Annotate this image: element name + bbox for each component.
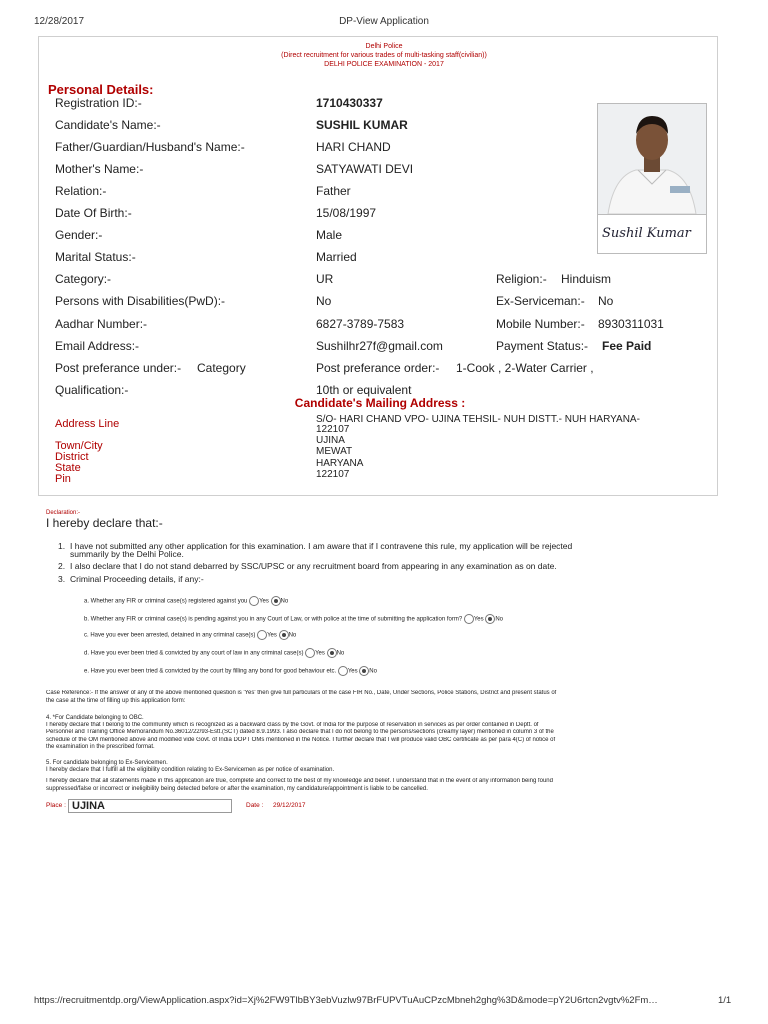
date-label: Date : bbox=[246, 802, 264, 809]
qualification-label: Qualification:- bbox=[55, 383, 129, 397]
dob-value: 15/08/1997 bbox=[316, 206, 377, 220]
post-order-value: 1-Cook , 2-Water Carrier , bbox=[456, 361, 594, 375]
exsm-value: No bbox=[598, 294, 614, 308]
mobile-value: 8930311031 bbox=[598, 317, 664, 331]
post-order-label: Post preferance order:- bbox=[316, 361, 440, 375]
criminal-question-a: a. Whether any FIR or criminal case(s) registered against you Yes No bbox=[84, 596, 288, 606]
criminal-question-e: e. Have you ever been tried & convicted by the court by filling any bond for good behaviour etc. Yes No bbox=[84, 666, 377, 676]
payment-value: Fee Paid bbox=[602, 339, 652, 353]
pin-value: 122107 bbox=[316, 469, 350, 480]
org-name: Delhi Police bbox=[365, 43, 403, 50]
place-field: UJINA bbox=[68, 799, 232, 813]
email-label: Email Address:- bbox=[55, 339, 140, 353]
criminal-question-b: b. Whether any FIR or criminal case(s) is pending against you in any Court of Law, or with police at the time of submitting the application form? Yes No bbox=[84, 614, 503, 624]
qc-yes-radio[interactable] bbox=[257, 630, 267, 640]
registration-label: Registration ID:- bbox=[55, 96, 142, 110]
qa-no-radio[interactable] bbox=[271, 596, 281, 606]
date-value: 29/12/2017 bbox=[273, 802, 306, 809]
father-value: HARI CHAND bbox=[316, 140, 391, 154]
address-line-value: S/O- HARI CHAND VPO- UJINA TEHSIL- NUH DISTT.- NUH HARYANA- bbox=[316, 414, 640, 425]
candidate-photo bbox=[597, 103, 707, 215]
obc-heading: 4. *For Candidate belonging to OBC. bbox=[46, 715, 144, 721]
candidate-signature bbox=[597, 214, 707, 254]
recruitment-title: (Direct recruitment for various trades of multi-tasking staff(civilian)) bbox=[281, 52, 487, 59]
final-declaration-1: I hereby declare that all statements made in this application are true, complete and correct to the best of my knowledge and belief. I understand that in the event of any information being found bbox=[46, 778, 553, 784]
place-label: Place : bbox=[46, 802, 66, 809]
state-label: State bbox=[55, 462, 81, 474]
criminal-question-c: c. Have you ever been arrested, detained in any criminal case(s) Yes No bbox=[84, 630, 296, 640]
category-label: Category:- bbox=[55, 272, 112, 286]
obc-text-3: schedule of the OM mentioned above and modified vide Govt. of India DOPT OMs mentioned in the Notice. I further declare that I will produce valid OBC certificate as per para 4(C) of notice of bbox=[46, 737, 556, 743]
pin-label: Pin bbox=[55, 473, 71, 485]
address-line-label: Address Line bbox=[55, 418, 120, 430]
declaration-intro: I hereby declare that:- bbox=[46, 516, 163, 530]
criminal-question-d: d. Have you ever been tried & convicted by any court of law in any criminal case(s) Yes No bbox=[84, 648, 344, 658]
town-label: Town/City bbox=[55, 440, 103, 452]
religion-label: Religion:- bbox=[496, 272, 547, 286]
declaration-item-2: I also declare that I do not stand debarred by SSC/UPSC or any recruitment board from appearing in any examination as on date. bbox=[70, 561, 557, 571]
marital-value: Married bbox=[316, 250, 357, 264]
district-value: MEWAT bbox=[316, 446, 353, 457]
address-heading: Candidate's Mailing Address : bbox=[294, 396, 466, 410]
address-line-value-2: 122107 bbox=[316, 424, 350, 435]
final-declaration-2: suppressed/false or incorrect or ineligibility being detected before or after the examination, my candidature/appointment is liable to be cancelled. bbox=[46, 786, 428, 792]
religion-value: Hinduism bbox=[561, 272, 612, 286]
signature-text: Sushil Kumar bbox=[602, 226, 691, 241]
qb-yes-radio[interactable] bbox=[464, 614, 474, 624]
qd-no-radio[interactable] bbox=[327, 648, 337, 658]
qc-no-radio[interactable] bbox=[279, 630, 289, 640]
obc-text-1: I hereby declare that I belong to the community which is recognized as a backward class by the Govt. of India for the purpose of reservation in services as per order contained in Deptt. of bbox=[46, 722, 539, 728]
gender-label: Gender:- bbox=[55, 228, 103, 242]
pwd-label: Persons with Disabilities(PwD):- bbox=[55, 294, 226, 308]
father-label: Father/Guardian/Husband's Name:- bbox=[55, 140, 245, 154]
marital-label: Marital Status:- bbox=[55, 250, 136, 264]
district-label: District bbox=[55, 451, 89, 463]
exsm-heading: 5. For candidate belonging to Ex-Servicemen. bbox=[46, 760, 168, 766]
obc-text-2: Personnel and Training Office Memorandum No.36012/22/93-Estt.(SCT) dated 8.9.1993. I also declare that I do not belong to the persons/sections (creamy layer) mentioned in column 3 of the bbox=[46, 729, 554, 735]
state-value: HARYANA bbox=[316, 458, 364, 469]
gender-value: Male bbox=[316, 228, 343, 242]
print-date: 12/28/2017 bbox=[34, 16, 85, 27]
mobile-label: Mobile Number:- bbox=[496, 317, 585, 331]
post-under-value: Category bbox=[197, 361, 246, 375]
obc-text-4: the examination in the prescribed format. bbox=[46, 744, 155, 750]
aadhar-value: 6827-3789-7583 bbox=[316, 317, 405, 331]
relation-label: Relation:- bbox=[55, 184, 107, 198]
name-label: Candidate's Name:- bbox=[55, 118, 161, 132]
page-url[interactable]: https://recruitmentdp.org/ViewApplication.aspx?id=Xj%2FW9TlbBY3ebVuzlw97BrFUPVTuAuCPzcMbneh2ghg%3D&mode=pY2U6rtcn2vgtv%2Fm… bbox=[34, 995, 658, 1006]
email-value: Sushilhr27f@gmail.com bbox=[316, 339, 443, 353]
dob-label: Date Of Birth:- bbox=[55, 206, 132, 220]
qe-yes-radio[interactable] bbox=[338, 666, 348, 676]
mother-value: SATYAWATI DEVI bbox=[316, 162, 414, 176]
mother-label: Mother's Name:- bbox=[55, 162, 144, 176]
declaration-item-1: I have not submitted any other application for this examination. I am aware that if I contravene this rule, my application will be rejected bbox=[70, 541, 573, 551]
page-count: 1/1 bbox=[718, 995, 732, 1006]
exsm-text: I hereby declare that I fulfill all the eligibility condition relating to Ex-Servicemen as per notice of examination. bbox=[46, 767, 335, 773]
category-value: UR bbox=[316, 272, 334, 286]
qualification-value: 10th or equivalent bbox=[316, 383, 412, 397]
exam-title: DELHI POLICE EXAMINATION - 2017 bbox=[324, 61, 444, 68]
page-title: DP-View Application bbox=[339, 16, 429, 27]
pwd-value: No bbox=[316, 294, 332, 308]
qe-no-radio[interactable] bbox=[359, 666, 369, 676]
payment-label: Payment Status:- bbox=[496, 339, 589, 353]
name-value: SUSHIL KUMAR bbox=[316, 118, 408, 132]
photo-image bbox=[598, 104, 706, 214]
declaration-item-1-cont: summarily by the Delhi Police. bbox=[70, 549, 184, 559]
declaration-tag: Declaration:- bbox=[46, 510, 81, 516]
declaration-item-3: Criminal Proceeding details, if any:- bbox=[70, 574, 204, 584]
post-under-label: Post preferance under:- bbox=[55, 361, 182, 375]
relation-value: Father bbox=[316, 184, 351, 198]
town-value: UJINA bbox=[316, 435, 345, 446]
qa-yes-radio[interactable] bbox=[249, 596, 259, 606]
exsm-label: Ex-Serviceman:- bbox=[496, 294, 585, 308]
qb-no-radio[interactable] bbox=[485, 614, 495, 624]
registration-value: 1710430337 bbox=[316, 96, 383, 110]
qd-yes-radio[interactable] bbox=[305, 648, 315, 658]
aadhar-label: Aadhar Number:- bbox=[55, 317, 148, 331]
case-reference-note-2: the case at the time of filling up this application form: bbox=[46, 698, 186, 704]
case-reference-note: Case Reference:- If the answer of any of the above mentioned question is 'Yes' then give full particulars of the case FIR No., Date, Under Sections, Police Stations, District and present status of bbox=[46, 690, 557, 696]
personal-details-heading: Personal Details: bbox=[48, 82, 154, 97]
